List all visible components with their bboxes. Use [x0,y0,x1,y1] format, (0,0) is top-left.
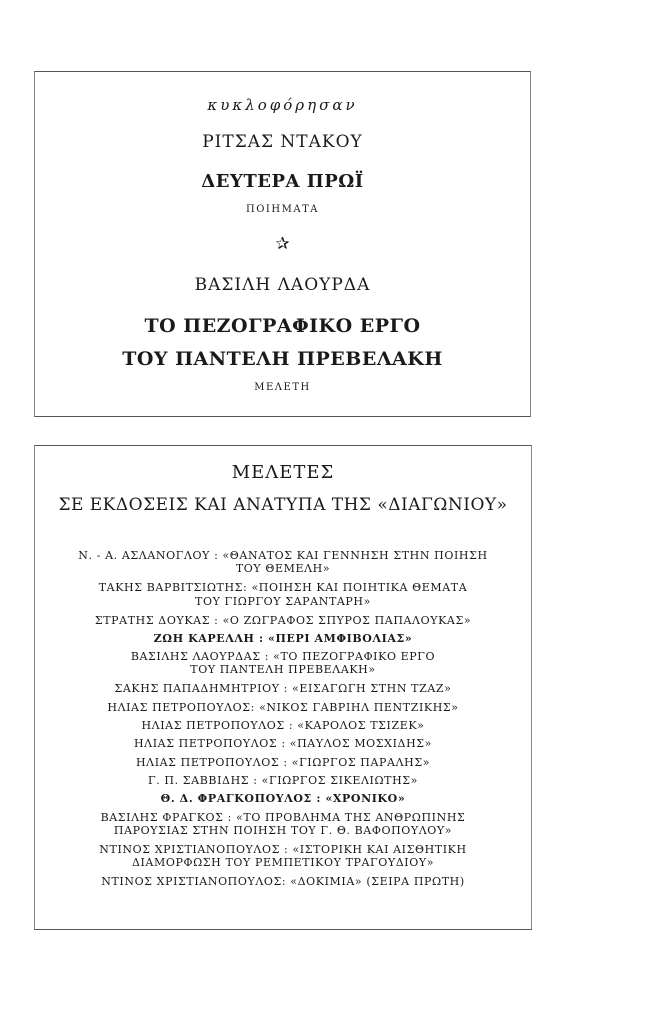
book2-author: ΒΑΣΙΛΗ ΛΑΟΥΡΔΑ [194,275,371,295]
circulated-label: κυκλοφόρησαν [207,96,358,114]
list-item [35,547,531,579]
list-item-line2: ΤΟΥ ΠΑΝΤΕΛΗ ΠΡΕΒΕΛΑΚΗ» [190,663,376,677]
list-item [35,612,531,630]
list-item [35,717,531,735]
list-item [35,735,531,753]
book2-title-line2: ΤΟΥ ΠΑΝΤΕΛΗ ΠΡΕΒΕΛΑΚΗ [122,348,443,370]
book1-title: ΔΕΥΤΕΡΑ ΠΡΩΪ [201,171,364,192]
list-item [35,873,531,891]
studies-heading: ΜΕΛΕΤΕΣ [231,462,335,483]
list-item [35,809,531,841]
list-item [35,754,531,772]
list-item-line1: ΤΑΚΗΣ ΒΑΡΒΙΤΣΙΩΤΗΣ: «ΠΟΙΗΣΗ ΚΑΙ ΠΟΙΗΤΙΚΑ ΘΕΜΑΤΑ [98,581,468,595]
list-item [35,699,531,717]
list-item-line1: ΝΤΙΝΟΣ ΧΡΙΣΤΙΑΝΟΠΟΥΛΟΣ: «ΔΟΚΙΜΙΑ» (ΣΕΙΡΑ ΠΡΩΤΗ) [101,875,465,889]
list-item-line2: ΤΟΥ ΘΕΜΕΛΗ» [235,562,331,576]
list-item [35,648,531,680]
list-item-line1: ΖΩΗ ΚΑΡΕΛΛΗ : «ΠΕΡΙ ΑΜΦΙΒΟΛΙΑΣ» [153,631,413,645]
star-ornament-icon: ✰ [275,234,290,254]
list-item-line1: Γ. Π. ΣΑΒΒΙΔΗΣ : «ΓΙΩΡΓΟΣ ΣΙΚΕΛΙΩΤΗΣ» [147,773,419,787]
list-item-line1: ΒΑΣΙΛΗΣ ΦΡΑΓΚΟΣ : «ΤΟ ΠΡΟΒΛΗΜΑ ΤΗΣ ΑΝΘΡΩΠΙΝΗΣ [100,810,466,824]
book1-genre: ΠΟΙΗΜΑΤΑ [246,204,319,215]
list-item [35,790,531,808]
list-item-line2: ΤΟΥ ΓΙΩΡΓΟΥ ΣΑΡΑΝΤΑΡΗ» [195,594,371,608]
book2-title-line1: ΤΟ ΠΕΖΟΓΡΑΦΙΚΟ ΕΡΓΟ [144,315,421,337]
list-item [35,680,531,698]
list-item [35,772,531,790]
list-item-line1: Ν. - Α. ΑΣΛΑΝΟΓΛΟΥ : «ΘΑΝΑΤΟΣ ΚΑΙ ΓΕΝΝΗΣΗ ΣΤΗΝ ΠΟΙΗΣΗ [78,549,488,562]
announcement-box-published [34,71,531,417]
list-item-line1: ΗΛΙΑΣ ΠΕΤΡΟΠΟΥΛΟΣ: «ΝΙΚΟΣ ΓΑΒΡΙΗΛ ΠΕΝΤΖΙΚΗΣ» [107,700,459,714]
list-item-line1: ΣΤΡΑΤΗΣ ΔΟΥΚΑΣ : «Ο ΖΩΓΡΑΦΟΣ ΣΠΥΡΟΣ ΠΑΠΑΛΟΥΚΑΣ» [94,613,472,627]
list-item-line1: ΗΛΙΑΣ ΠΕΤΡΟΠΟΥΛΟΣ : «ΓΙΩΡΓΟΣ ΠΑΡΑΛΗΣ» [135,755,431,769]
list-item [35,841,531,873]
book1-author: ΡΙΤΣΑΣ ΝΤΑΚΟΥ [202,132,363,152]
book2-genre: ΜΕΛΕΤΗ [254,382,311,393]
list-item [35,579,531,611]
list-item-line1: ΗΛΙΑΣ ΠΕΤΡΟΠΟΥΛΟΣ : «ΠΑΥΛΟΣ ΜΟΣΧΙΔΗΣ» [133,737,433,751]
list-item-line1: Θ. Δ. ΦΡΑΓΚΟΠΟΥΛΟΣ : «ΧΡΟΝΙΚΟ» [160,792,406,806]
list-item-line1: ΒΑΣΙΛΗΣ ΛΑΟΥΡΔΑΣ : «ΤΟ ΠΕΖΟΓΡΑΦΙΚΟ ΕΡΓΟ [130,650,436,664]
list-item-line1: ΣΑΚΗΣ ΠΑΠΑΔΗΜΗΤΡΙΟΥ : «ΕΙΣΑΓΩΓΗ ΣΤΗΝ ΤΖΑΖ» [114,682,452,696]
list-item-line1: ΝΤΙΝΟΣ ΧΡΙΣΤΙΑΝΟΠΟΥΛΟΣ : «ΙΣΤΟΡΙΚΗ ΚΑΙ ΑΙΣΘΗΤΙΚΗ [99,842,467,856]
studies-subheading: ΣΕ ΕΚΔΟΣΕΙΣ ΚΑΙ ΑΝΑΤΥΠΑ ΤΗΣ «ΔΙΑΓΩΝΙΟΥ» [58,495,508,515]
list-item-line2: ΔΙΑΜΟΡΦΩΣΗ ΤΟΥ ΡΕΜΠΕΤΙΚΟΥ ΤΡΑΓΟΥΔΙΟΥ» [131,856,435,870]
studies-list-box [34,445,532,930]
list-item-line2: ΠΑΡΟΥΣΙΑΣ ΣΤΗΝ ΠΟΙΗΣΗ ΤΟΥ Γ. Θ. ΒΑΦΟΠΟΥΛΟΥ» [113,823,453,837]
list-item-line1: ΗΛΙΑΣ ΠΕΤΡΟΠΟΥΛΟΣ : «ΚΑΡΟΛΟΣ ΤΣΙΖΕΚ» [141,719,425,733]
list-item [35,630,531,648]
studies-list [35,547,531,891]
